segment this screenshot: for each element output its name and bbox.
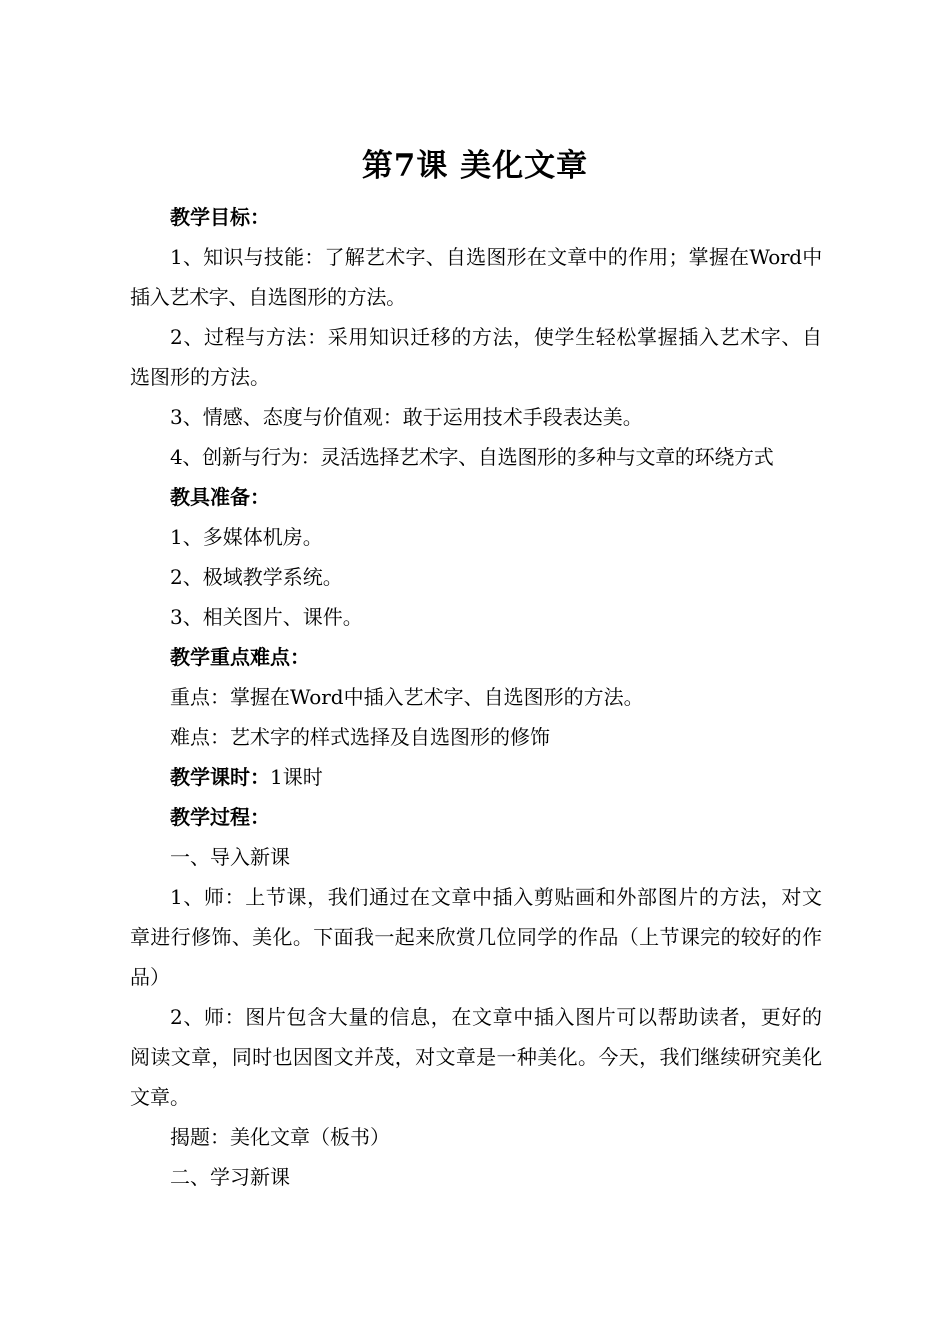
- objectives-heading: 教学目标：: [170, 205, 270, 229]
- tool-item: 1、多媒体机房。: [170, 525, 323, 549]
- document-body: [130, 197, 822, 1197]
- process-item: 一、导入新课: [170, 845, 290, 869]
- objective-item: 3、情感、态度与价值观：敢于运用技术手段表达美。: [170, 405, 643, 429]
- process-item: 揭题：美化文章（板书）: [170, 1125, 390, 1149]
- process-item: 2、师：图片包含大量的信息，在文章中插入图片可以帮助读者，更好的阅读文章，同时也因图文并茂，对文章是一种美化。今天，我们继续研究美化文章。: [130, 1005, 822, 1109]
- objective-item: 4、创新与行为：灵活选择艺术字、自选图形的多种与文章的环绕方式: [170, 445, 774, 469]
- tool-item: 3、相关图片、课件。: [170, 605, 363, 629]
- tool-item: 2、极域教学系统。: [170, 565, 343, 589]
- page-title: 第7课 美化文章: [361, 148, 589, 184]
- hours-heading: 教学课时：: [170, 765, 270, 789]
- hours-line: [130, 757, 822, 797]
- process-item: 1、师：上节课，我们通过在文章中插入剪贴画和外部图片的方法，对文章进行修饰、美化。下面我一起来欣赏几位同学的作品（上节课完的较好的作品）: [130, 885, 822, 989]
- process-item: 二、学习新课: [170, 1165, 290, 1189]
- process-heading: 教学过程：: [170, 805, 270, 829]
- keypoints-heading: 教学重点难点：: [170, 645, 310, 669]
- keypoint-item: 重点：掌握在Word中插入艺术字、自选图形的方法。: [170, 685, 644, 709]
- hours-value: 1课时: [270, 765, 323, 789]
- objective-item: 1、知识与技能：了解艺术字、自选图形在文章中的作用；掌握在Word中插入艺术字、自选图形的方法。: [130, 245, 822, 309]
- tools-heading: 教具准备：: [170, 485, 270, 509]
- objective-item: 2、过程与方法：采用知识迁移的方法，使学生轻松掌握插入艺术字、自选图形的方法。: [130, 325, 822, 389]
- keypoint-item: 难点：艺术字的样式选择及自选图形的修饰: [170, 725, 550, 749]
